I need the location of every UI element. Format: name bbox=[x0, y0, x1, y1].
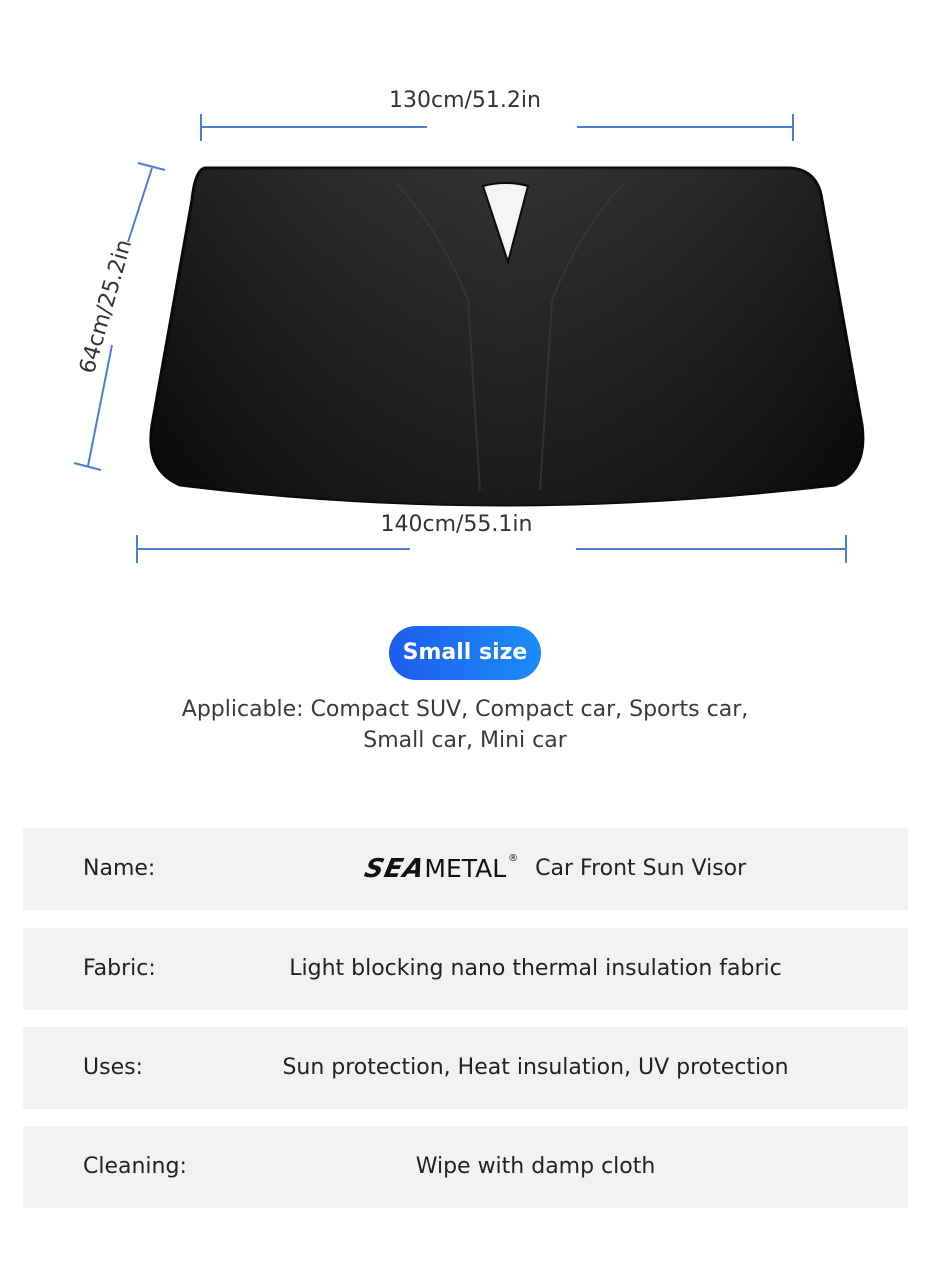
spec-value-uses: Sun protection, Heat insulation, UV protection bbox=[282, 1055, 789, 1080]
spec-row-uses bbox=[23, 1027, 908, 1109]
sun-visor-body bbox=[151, 168, 863, 505]
size-badge: Small size bbox=[389, 626, 541, 680]
brand-logo-metal: METAL bbox=[424, 854, 507, 883]
product-name: Car Front Sun Visor bbox=[535, 856, 747, 881]
spec-value-cleaning: Wipe with damp cloth bbox=[415, 1154, 656, 1179]
spec-value-fabric: Light blocking nano thermal insulation fabric bbox=[289, 956, 782, 981]
top-width-dimension-line bbox=[201, 114, 793, 141]
spec-label-cleaning: Cleaning: bbox=[83, 1154, 187, 1179]
spec-row-fabric bbox=[23, 928, 908, 1010]
spec-label-fabric: Fabric: bbox=[83, 956, 156, 981]
top-width-label: 130cm/51.2in bbox=[389, 88, 541, 113]
registered-mark: ® bbox=[508, 853, 519, 864]
applicable-vehicles bbox=[0, 694, 930, 756]
spec-label-uses: Uses: bbox=[83, 1055, 143, 1080]
brand-logo-sea: SEA bbox=[361, 854, 428, 884]
brand-logo bbox=[361, 828, 519, 910]
spec-value-name bbox=[203, 828, 908, 910]
spec-row-cleaning bbox=[23, 1126, 908, 1208]
bottom-width-label: 140cm/55.1in bbox=[380, 512, 533, 537]
applicable-line-1: Applicable: Compact SUV, Compact car, Sports car, bbox=[181, 697, 749, 722]
spec-label-name: Name: bbox=[83, 856, 156, 881]
spec-row-name bbox=[23, 828, 908, 910]
height-label: 64cm/25.2in bbox=[75, 236, 138, 377]
bottom-width-dimension-line bbox=[137, 535, 846, 563]
applicable-line-2: Small car, Mini car bbox=[363, 728, 567, 753]
